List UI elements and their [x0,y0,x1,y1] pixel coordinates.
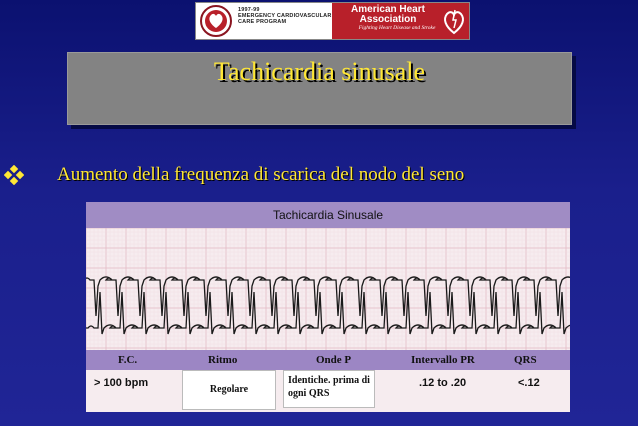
heart-torch-icon [440,6,468,36]
aha-logo-block [332,3,469,39]
col-header-ritmo: Ritmo [208,354,238,366]
ecg-strip [86,228,570,352]
diamond-bullet-icon [4,165,24,185]
value-onde-p: Identiche. prima di ogni QRS [283,370,375,408]
col-header-qrs: QRS [514,354,537,366]
value-qrs: <.12 [518,377,540,389]
aha-tagline: Fighting Heart Disease and Stroke [358,25,436,31]
ecc-program-text [238,7,332,26]
col-header-fc: F.C. [118,354,138,366]
value-ritmo: Regolare [182,370,276,410]
ecc-line-3: CARE PROGRAM [238,19,287,26]
value-fc: > 100 bpm [94,377,149,389]
ecc-line-1: 1997-99 [238,7,260,13]
bullet-text: Aumento della frequenza di scarica del nodo del seno [57,164,465,185]
col-header-onde-p: Onde P [316,354,352,366]
ecg-panel [86,202,570,412]
ecg-column-headers [86,350,570,370]
col-header-pr: Intervallo PR [411,354,475,366]
ecg-header [86,202,570,228]
value-pr: .12 to .20 [419,377,467,389]
title-box [67,52,572,125]
ecg-title: Tachicardia Sinusale [272,208,384,222]
aha-name: American Heart Association [351,4,425,25]
ecc-program-logo [199,4,233,38]
header-banner [195,2,470,40]
ecc-line-2: EMERGENCY CARDIOVASCULAR [238,13,332,20]
slide-title: Tachicardia sinusale [213,57,426,86]
